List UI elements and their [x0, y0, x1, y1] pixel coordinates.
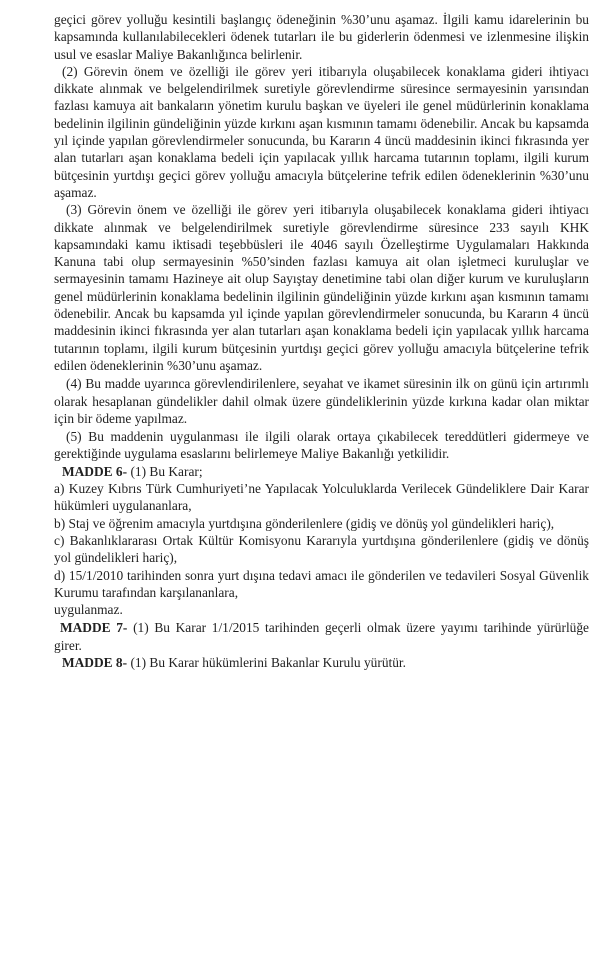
article-6-lead: (1) Bu Karar;: [127, 463, 203, 479]
article-7-text: (1) Bu Karar 1/1/2015 tarihinden geçerli olmak üzere yayımı tarihinde yürürlüğe girer.: [54, 620, 589, 653]
paragraph-clause-2: (2) Görevin önem ve özelliği ile görev yeri itibarıyla oluşabilecek konaklama gideri ihtiyacı dikkate alınmak ve belgelendirilmek suretiyle görevlendirme süresince sermayesinin yarısından fazlası kamuya ait bankaların yönetim kurulu başkan ve üyeleri ile genel müdürlerinin konaklama bedelinin ilgilinin gündeliğinin yüzde kırkını aşan kısmının tamamı ödenebilir. Ancak bu kapsamda yıl içinde yapılan görevlendirmeler sonucunda, bu Kararın 4 üncü maddesinin ikinci fıkrasında yer alan tutarları aşan konaklama bedeli için yapılacak yıllık harcama tutarının toplamı, ilgili kurum bütçesinin yurtdışı geçici görev yolluğu amacıyla bütçelerine tefrik edilen ödeneklerinin %30’unu aşamaz.: [54, 63, 589, 200]
article-6-label: MADDE 6-: [62, 463, 128, 479]
article-6-item-d: d) 15/1/2010 tarihinden sonra yurt dışına tedavi amacı ile gönderilen ve tedavileri Sosyal Güvenlik Kurumu tarafından karşılananlara,: [54, 567, 589, 600]
article-7-paragraph: [54, 619, 589, 654]
article-8-paragraph: [54, 654, 589, 671]
article-6-heading: [54, 463, 589, 480]
paragraph-continuation: geçici görev yolluğu kesintili başlangıç ödeneğinin %30’unu aşamaz. İlgili kamu idarelerinin bu kapsamında kullanılabilecekleri ödenek tutarları ile bu giderlerin ödenmesi ve izlenmesine ilişkin usul ve esaslar Maliye Bakanlığınca belirlenir.: [54, 12, 589, 62]
article-6-item-b: b) Staj ve öğrenim amacıyla yurtdışına gönderilenlere (gidiş ve dönüş yol gündelikleri hariç),: [54, 515, 555, 531]
paragraph-clause-5: (5) Bu maddenin uygulanması ile ilgili olarak ortaya çıkabilecek tereddütleri gidermeye ve gerektiğinde uygulama esaslarını belirlemeye Maliye Bakanlığı yetkilidir.: [54, 429, 589, 462]
article-6-item-a: a) Kuzey Kıbrıs Türk Cumhuriyeti’ne Yapılacak Yolculuklarda Verilecek Gündeliklere Dair Karar hükümleri uygulananlara,: [54, 481, 589, 514]
paragraph-clause-3: (3) Görevin önem ve özelliği ile görev yeri itibarıyla oluşabilecek konaklama gideri ihtiyacı dikkate alınmak ve belgelendirilmek suretiyle görevlendirme süresince 233 sayılı KHK kapsamındaki kamu iktisadi teşebbüsleri ile 4046 sayılı Özelleştirme Uygulamaları Hakkında Kanuna tabi olup sermayesinin %50’sinden fazlası kamuya ait olan işletmeci kuruluşlar ve sermayesinin tamamı Hazineye ait olup Sayıştay denetimine tabi olan diğer kurum ve kuruluşların genel müdürlerinin konaklama bedelinin ilgilinin gündeliğinin yüzde kırkını aşan kısmının tamamı ödenebilir. Ancak bu kapsamda yıl içinde yapılan görevlendirmeler sonucunda, bu Kararın 4 üncü maddesinin ikinci fıkrasında yer alan tutarları aşan konaklama bedeli için yapılacak yıllık harcama tutarının toplamı, ilgili kurum bütçesinin yurtdışı geçici görev yolluğu amacıyla bütçelerine tefrik edilen ödeneklerinin %30’unu aşamaz.: [54, 202, 589, 373]
article-6-item-c: c) Bakanlıklararası Ortak Kültür Komisyonu Kararıyla yurtdışına gönderilenlere (gidiş ve dönüş yol gündelikleri hariç),: [54, 532, 589, 566]
article-7-label: MADDE 7-: [60, 620, 128, 636]
paragraph-clause-4: (4) Bu madde uyarınca görevlendirilenlere, seyahat ve ikamet süresinin ilk on günü için artırımlı olarak hesaplanan gündelikler dahil olmak üzere gündeliklerinin yüzde kırkına kadar olan miktar için bir ödeme yapılmaz.: [54, 376, 589, 426]
article-6-closing: uygulanmaz.: [54, 602, 123, 618]
article-8-text: (1) Bu Karar hükümlerini Bakanlar Kurulu yürütür.: [127, 654, 406, 670]
article-8-label: MADDE 8-: [62, 654, 128, 670]
